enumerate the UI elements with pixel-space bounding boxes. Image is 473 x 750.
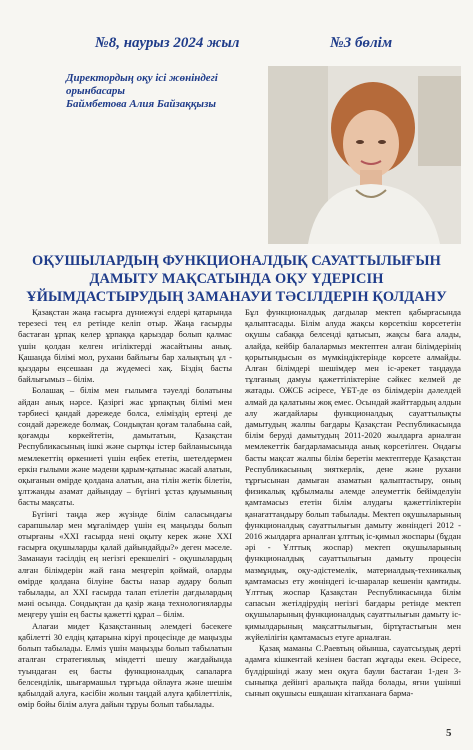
page-number: 5 [446,727,452,739]
paragraph: Алағаи мидет Қазақстанның әлемдегі бәсекеге қабілетті 30 елдің қатарына кіруі процесінде де маңызды болып табылады. Елміз үшін маңызды болып табылатын аталған стратегиялық міндетті шешу жағдайында туындаған ең басты функционалдық сапаларға белсенділік, шығармашыл тұрғыда ойлауға және шешім қабылдай алуға, кәсібін жолын таңдай алуға қабілеттілік, өмір бойы білім алуға дайын тұруы болып табылады. [18,620,232,710]
author-portrait-image [268,66,461,244]
author-photo [268,66,461,244]
author-name: Баймбетова Алия Байзаққызы [66,98,216,110]
paragraph: Қазақстан жаңа ғасырға дүниежүзі елдері қатарында терезесі тең ел ретінде келіп отыр. Жаңа ғасырды бастаған ұрпақ келер ұрпаққа қарыздар болып қалмас үшін қолдан келген игіліктерді жасайтыны анық. Қашанда білімі мол, рухани байлығы бар халықтың ұл - қыздары еңсешаан да жүдемесі хақ. Біздің басты байлығымыз – білім. [18,307,232,385]
article-column-right [245,307,461,699]
paragraph: Бұл функционалдық дағдылар мектеп қабырғасында қалыптасады. Білім алуда жақсы көрсеткіш көрсететін оқушы сабаққа белсенді қатысып, жақсы баға алады, алайда, кейбір балалармыз мектептен алған білімдерінің қорытындысын өз мүмкіндіктерінде көрсете алмайды. Алған білімдері шешімдер мен іс-әрекет таңдауда тұлғаның дамуы қажеттіліктеріне сәйкес келмей де жатады. ОЖСБ әсіресе, ҰБТ-де өз білімдерін дәлелдей алмай да қалатыны жоқ емес. Осындай жайттардың алдын алу жағдайлары функционалдық сауаттылықты дамытудың жалпы бағдары Қазақстан Республикасында білім беруді дамытудың 2011-2020 жылдарға арналған мемлекеттік бағдарламасында анық көрсетілген. Ондағы басты мақсат жалпы білім беретін мектептерде Қазақстан Республикасының зияткерлік, дене және рухани тұрғысынан дамыған азаматын қалыптастыру, оның физикалық құбылмалы әлемде әлеуметтік бейімделуін қамтамасыз ететін білім алудағы қажеттіліктерін қанағаттандыру болып табылады. Мектеп оқушыларының функционалдық сауаттылығын дамыту жөніндегі 2012 - 2016 жылдарға арналған ұлттық іс-қимыл жоспары (бұдан әрі - Ұлттық жоспар) мектеп оқушыларының функционалдық сауаттылығын дамыту процесін мазмұндық, оқу-әдістемелік, материалдық-техникалық қамтамасыз ету жөніндегі іс-шаралар кешенін қамтиды. Ұлттық жоспар Қазақстан Республикасында білім сапасын жетілдірудің негізгі бағдары ретінде мектеп оқушыларының функционалдық сауаттылығын дамыту іс-қимылдарының мақсаттылығын, біртұтастығын мен жүйелілігін қамтамасыз етуге арналған. [245,307,461,642]
author-title: Директордың оқу ісі жөніндегі орынбасары [66,72,218,97]
paragraph: Болашақ – білім мен ғылымға тәуелді болатыны айдан анық нәрсе. Қазіргі жас ұрпақтың білімі мен тәрбиесі қандай дәрежеде болса, еліміздің ертеңі де сондай дәрежеде болмақ. Сондықтан қоғам талабына сай, қоғамды көркейтетін, дамытатын, Қазақстан Республикасының ішкі және сыртқы істер байланысында мемлекеттің өркениеті үшін еңбек ететін, шетелдермен еркін ғылыми және мәдени қарым-қатынас жасай алатын, оқығанын өмірде қолдана алатын, ана тілін жетік білетін, ұлтжанды азамат дайындау – бүгінгі ұстаз қауымының басты мақсаты. [18,385,232,508]
article-column-left [18,307,232,710]
section-label: №3 бөлім [330,35,393,51]
paragraph: Бүгінгі таңда жер жүзінде білім саласындағы сарапшылар мен мұғалімдер үшін ең маңызды болып отырғаны «XXI ғасырда нені оқыту керек және XXI ғасырға оқушыларды қалай дайындайды?» деген мәселе. Заманауи тәсілдің ең негізгі ерекшелігі - оқушылардың алған білімдерін жай ғана меңгеріп қоймай, оларды өмірде қолдана білуіне басты назар аудару болып табылады, ал XXI ғасырда талап етілетін дағдылардың мәні осында. Сондықтан да қазір жаңа технологияларды меңгеру үшін ең басты қажетті құрал – білім. [18,508,232,620]
paragraph: Қазақ маманы С.Раевтың ойынша, сауатсыздық дерті адамға кішкентай кезінен бастап жұғады екен. Әсіресе, бүлдіршінді жазу мен оқуға баули бастаған 1-ден 3-сыныпқа дейінгі аралықта пайда болады, яғни үшінші сынып оқушысы ешқашан кітапханаға барма- [245,643,461,698]
issue-label: №8, наурыз 2024 жыл [95,35,240,51]
article-headline: ОҚУШЫЛАРДЫҢ ФУНКЦИОНАЛДЫҚ САУАТТЫЛЫҒЫН ДАМЫТУ МАҚСАТЫНДА ОҚУ ҮДЕРІСІН ҰЙЫМДАСТЫРУДЫҢ ЗАМАНАУИ ТӘСІЛДЕРІН ҚОЛДАНУ [26,253,447,305]
author-byline [66,72,266,111]
